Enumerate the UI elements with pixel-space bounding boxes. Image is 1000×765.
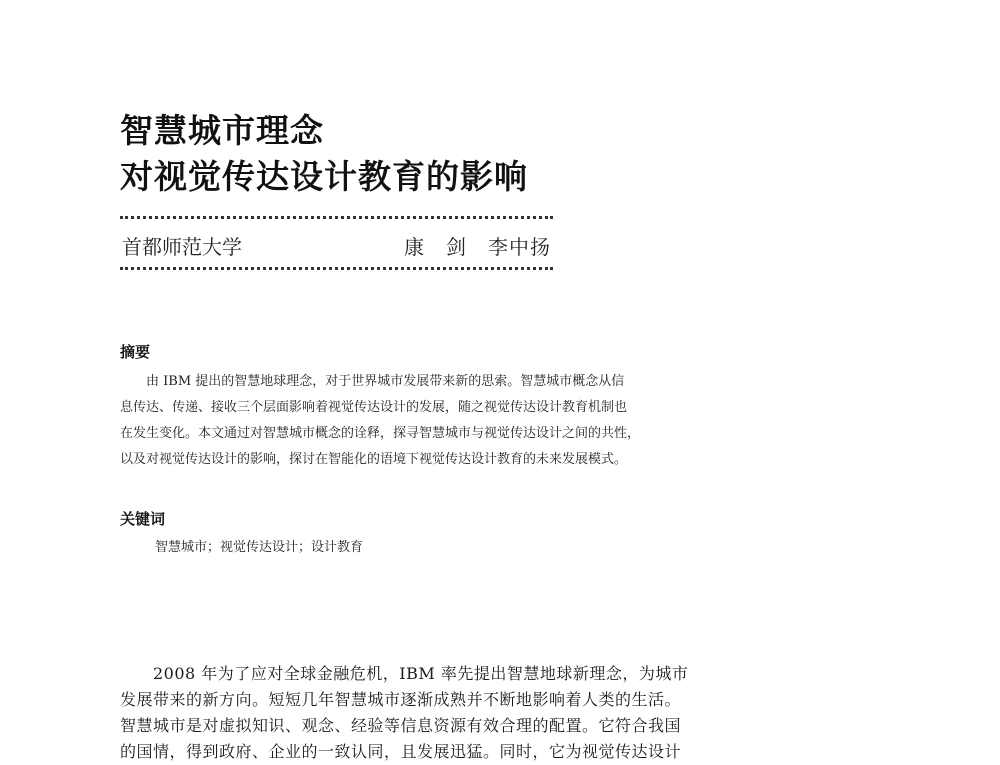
abstract-line: 以及对视觉传达设计的影响，探讨在智能化的语境下视觉传达设计教育的未来发展模式。 (120, 452, 628, 467)
body-line: 的国情，得到政府、企业的一致认同，且发展迅猛。同时，它为视觉传达设计 (120, 742, 682, 761)
body-text (120, 661, 730, 765)
abstract-text (120, 369, 720, 473)
body-line: 发展带来的新方向。短短几年智慧城市逐渐成熟并不断地影响着人类的生活。 (120, 690, 682, 709)
keywords-text: 智慧城市；视觉传达设计；设计教育 (155, 540, 364, 555)
author-names: 康 剑 李中扬 (404, 235, 551, 259)
top-dotted-divider (120, 216, 553, 219)
title-line-2: 对视觉传达设计教育的影响 (120, 157, 528, 196)
body-line: 智慧城市是对虚拟知识、观念、经验等信息资源有效合理的配置。它符合我国 (120, 716, 682, 735)
abstract-line: 息传达、传递、接收三个层面影响着视觉传达设计的发展，随之视觉传达设计教育机制也 (120, 400, 628, 415)
bottom-dotted-divider (120, 267, 553, 270)
body-line: 2008 年为了应对全球金融危机，IBM 率先提出智慧地球新理念，为城市 (120, 664, 689, 683)
abstract-line: 由 IBM 提出的智慧地球理念，对于世界城市发展带来新的思索。智慧城市概念从信 (120, 374, 625, 389)
institution-name: 首都师范大学 (122, 235, 242, 259)
keywords-heading: 关键词 (120, 510, 166, 528)
title-line-1: 智慧城市理念 (120, 111, 324, 150)
abstract-line: 在发生变化。本文通过对智慧城市概念的诠释，探寻智慧城市与视觉传达设计之间的共性， (120, 426, 641, 441)
article-title (120, 108, 560, 200)
abstract-heading: 摘要 (120, 343, 151, 361)
affiliation-row (120, 232, 553, 262)
